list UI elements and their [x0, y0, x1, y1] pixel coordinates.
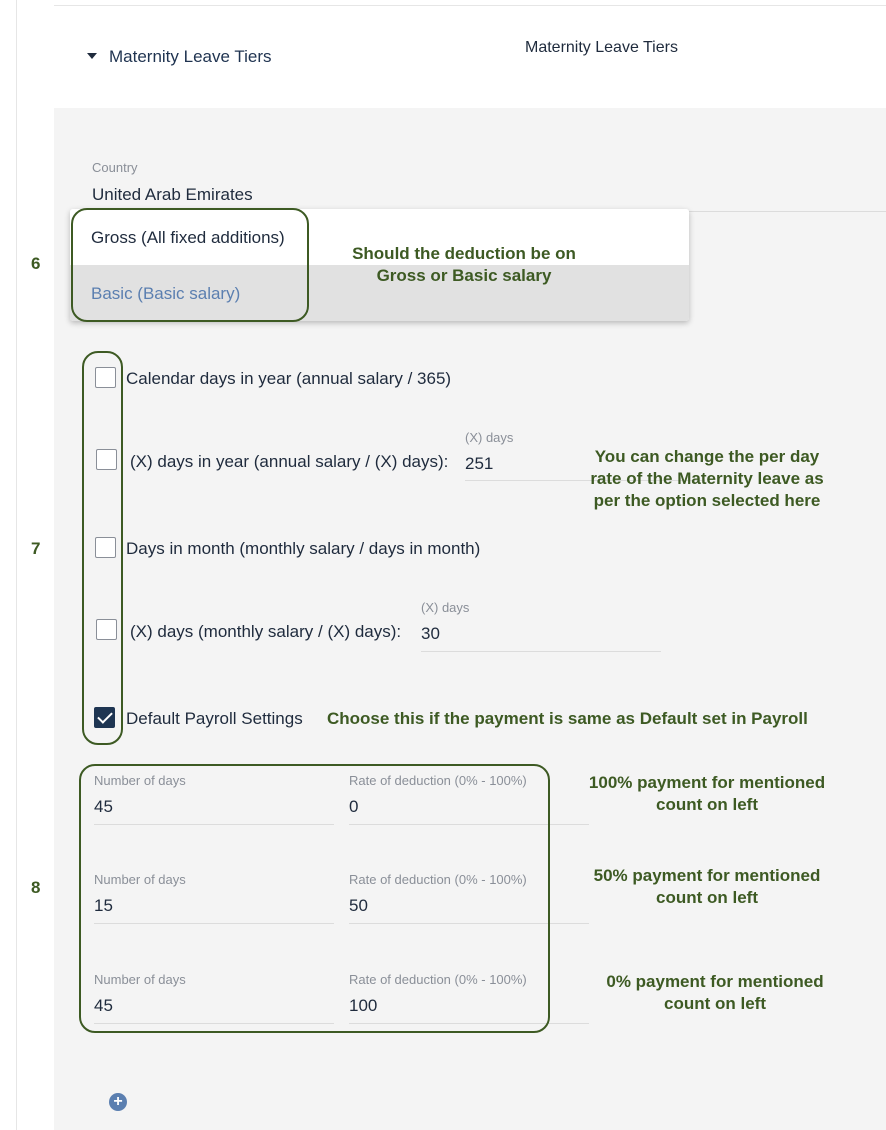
annotation-tier3-line2: count on left	[664, 994, 766, 1013]
option-days-in-month-label: Days in month (monthly salary / days in month)	[126, 539, 481, 558]
annotation-box-tiers	[79, 764, 550, 1033]
x-days-year-field-label: (X) days	[465, 430, 514, 445]
tier3-rate-input[interactable]: 100	[349, 996, 378, 1015]
annotation-per-day	[570, 446, 844, 512]
option-calendar-days-label: Calendar days in year (annual salary / 365)	[126, 369, 452, 388]
annotation-tier1-line2: count on left	[656, 795, 758, 814]
tier2-rate-label: Rate of deduction (0% - 100%)	[349, 872, 527, 887]
annotation-number-6: 6	[31, 254, 41, 273]
country-value[interactable]: United Arab Emirates	[92, 185, 253, 204]
annotation-box-rate-options	[82, 351, 123, 745]
x-days-month-underline	[421, 651, 661, 652]
annotation-gross-basic	[330, 243, 598, 287]
tier3-days-input[interactable]: 45	[94, 996, 113, 1015]
annotation-per-day-line1: You can change the per day	[594, 447, 820, 466]
annotation-per-day-line3: per the option selected here	[593, 491, 821, 510]
option-basic-label: Basic (Basic salary)	[91, 284, 241, 303]
column-title: Maternity Leave Tiers	[525, 39, 678, 56]
annotation-tier3	[578, 971, 852, 1015]
tier1-rate-input[interactable]: 0	[349, 797, 359, 816]
annotation-tier1	[570, 772, 844, 816]
tier1-days-input[interactable]: 45	[94, 797, 113, 816]
annotation-tier1-line1: 100% payment for mentioned	[588, 773, 826, 792]
annotation-per-day-line2: rate of the Maternity leave as	[590, 469, 824, 488]
annotation-gross-basic-line1: Should the deduction be on	[352, 244, 576, 263]
annotation-default-payroll: Choose this if the payment is same as Default set in Payroll	[327, 709, 808, 728]
annotation-tier3-line1: 0% payment for mentioned	[606, 972, 824, 991]
tier2-days-label: Number of days	[94, 872, 186, 887]
annotation-number-7: 7	[31, 539, 41, 558]
option-gross-label: Gross (All fixed additions)	[91, 228, 285, 247]
caret-down-icon[interactable]	[87, 53, 97, 59]
option-default-payroll-label: Default Payroll Settings	[126, 709, 303, 728]
tier2-rate-input[interactable]: 50	[349, 896, 368, 915]
annotation-tier2-line1: 50% payment for mentioned	[593, 866, 821, 885]
option-x-days-year-label: (X) days in year (annual salary / (X) days):	[130, 452, 449, 471]
tier1-rate-label: Rate of deduction (0% - 100%)	[349, 773, 527, 788]
x-days-month-input[interactable]: 30	[421, 624, 440, 643]
plus-circle-icon[interactable]: +	[109, 1093, 127, 1111]
x-days-month-field-label: (X) days	[421, 600, 470, 615]
left-sidebar-edge	[0, 0, 17, 1130]
tier3-days-label: Number of days	[94, 972, 186, 987]
country-label: Country	[92, 160, 138, 175]
annotation-gross-basic-line2: Gross or Basic salary	[376, 266, 552, 285]
x-days-year-input[interactable]: 251	[465, 454, 494, 473]
tier1-days-label: Number of days	[94, 773, 186, 788]
maternity-tiers-toggle[interactable]: Maternity Leave Tiers	[109, 47, 272, 66]
annotation-box-salary-basis	[71, 208, 309, 322]
annotation-tier2	[570, 865, 844, 909]
annotation-number-8: 8	[31, 878, 41, 897]
option-x-days-month-label: (X) days (monthly salary / (X) days):	[130, 622, 402, 641]
tier2-days-input[interactable]: 15	[94, 896, 113, 915]
annotation-tier2-line2: count on left	[656, 888, 758, 907]
tier3-rate-label: Rate of deduction (0% - 100%)	[349, 972, 527, 987]
